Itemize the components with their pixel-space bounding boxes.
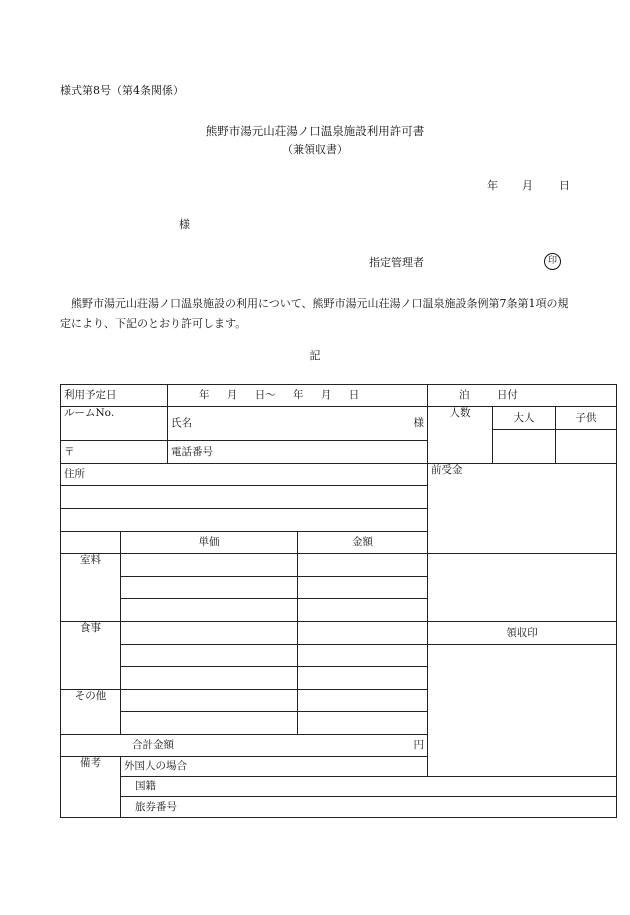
room-fee-label: 室料 [61, 554, 121, 622]
nights-days-cell [428, 385, 617, 407]
other-unit-1 [121, 690, 298, 712]
room-number-label: ルームNo. [61, 407, 168, 441]
meal-unit-3 [121, 667, 298, 690]
days-label: 日付 [496, 389, 518, 401]
room-fee-amount-3 [298, 599, 428, 622]
prepaid-label: 前受金 [428, 464, 617, 554]
guest-name-suffix: 様 [413, 417, 425, 429]
adult-count-value [493, 430, 556, 464]
amount-label: 金額 [298, 532, 428, 554]
total-amount-label: 合計金額 [132, 739, 174, 751]
manager-label: 指定管理者 [369, 256, 424, 269]
phone-number-label: 電話番号 [168, 441, 428, 464]
yen-label: 円 [413, 739, 425, 751]
date-year-label: 年 [487, 179, 498, 192]
meal-label: 食事 [61, 622, 121, 690]
seal-icon: 印 [544, 253, 561, 270]
addressee-suffix: 様 [179, 218, 190, 231]
room-fee-amount-2 [298, 577, 428, 599]
people-count-label: 人数 [428, 407, 493, 464]
other-unit-2 [121, 712, 298, 735]
room-fee-unit-2 [121, 577, 298, 599]
receipt-seal-label: 領収印 [428, 622, 617, 645]
guest-name-label: 氏名 [171, 417, 192, 429]
guest-name-cell [168, 407, 428, 441]
form-number: 様式第8号（第4条関係） [60, 84, 184, 97]
meal-amount-1 [298, 622, 428, 645]
date-month-label: 月 [522, 179, 533, 192]
remarks-label: 備考 [61, 757, 121, 818]
room-fee-unit-1 [121, 554, 298, 577]
meal-amount-2 [298, 645, 428, 667]
prepaid-blank [428, 554, 617, 622]
nights-label: 泊 [459, 389, 470, 401]
address-label: 住所 [61, 464, 428, 486]
meal-unit-2 [121, 645, 298, 667]
permit-form-table [60, 384, 617, 818]
unit-price-label: 単価 [121, 532, 298, 554]
date-day-label: 日 [559, 179, 570, 192]
postal-code-label: 〒 [61, 441, 168, 464]
other-fee-label: その他 [61, 690, 121, 735]
child-label: 子供 [556, 407, 617, 430]
foreigner-note: 外国人の場合 [121, 757, 617, 777]
child-count-value [556, 430, 617, 464]
ki-heading: 記 [309, 349, 321, 362]
address-line-1 [61, 486, 428, 509]
other-amount-1 [298, 690, 428, 712]
room-fee-unit-3 [121, 599, 298, 622]
adult-label: 大人 [493, 407, 556, 430]
meal-amount-3 [298, 667, 428, 690]
meal-unit-1 [121, 622, 298, 645]
other-amount-2 [298, 712, 428, 735]
usage-date-label: 利用予定日 [61, 385, 168, 407]
permission-statement: 熊野市湯元山荘湯ノ口温泉施設の利用について、熊野市湯元山荘湯ノ口温泉施設条例第7条第1項の規定により、下記のとおり許可します。 [60, 297, 569, 330]
nationality-label: 国籍 [121, 777, 617, 797]
passport-number-label: 旅券番号 [121, 797, 617, 818]
document-title: 熊野市湯元山荘湯ノ口温泉施設利用許可書 [205, 124, 425, 138]
fee-header-blank [61, 532, 121, 554]
room-fee-amount-1 [298, 554, 428, 577]
usage-date-range: 年 月 日～ 年 月 日 [168, 385, 428, 407]
total-amount-cell [61, 735, 428, 757]
document-subtitle: （兼領収書） [282, 143, 348, 156]
address-line-2 [61, 509, 428, 532]
